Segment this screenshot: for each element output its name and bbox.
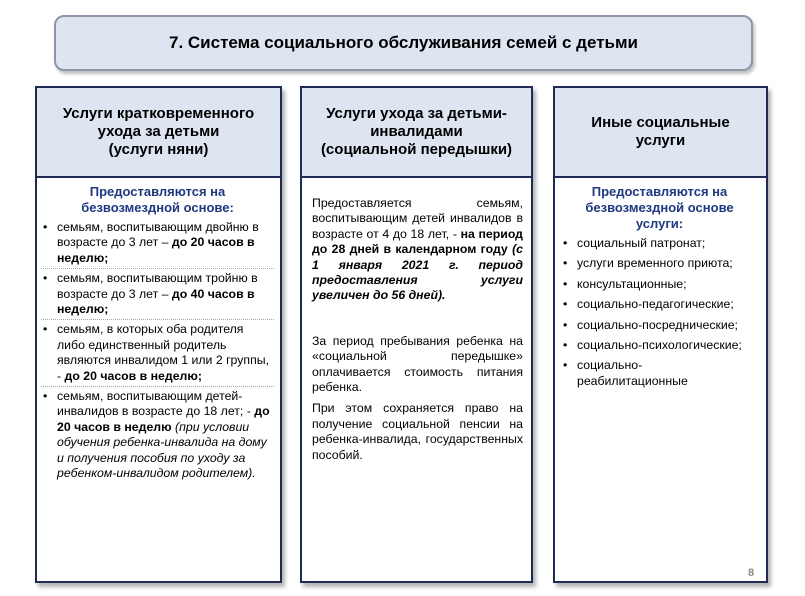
eligibility-list	[41, 220, 274, 484]
header-line: (услуги няни)	[108, 141, 209, 158]
list-item: • семьям, в которых оба родителя либо единственный родитель являются инвалидом 1 или 2 группы, - до 20 часов в неделю;	[41, 322, 274, 387]
header-line: инвалидами	[370, 123, 463, 140]
respite-meals-note: За период пребывания ребенка на «социальной передышке» оплачивается стоимость питания ребенка.	[312, 333, 523, 395]
column-header	[555, 88, 766, 178]
header-line: ухода за детьми	[97, 123, 220, 140]
slide-title-box	[54, 15, 753, 71]
header-line: услуги	[635, 132, 686, 149]
column-other-services	[553, 86, 768, 583]
list-item: • социально-реабилитационные	[561, 358, 657, 389]
list-item: • социально-посреднические;	[561, 318, 758, 333]
column-subheading: Предоставляются на безвозмездной основе:	[81, 184, 234, 215]
respite-description: Предоставляется семьям, воспитывающим детей инвалидов в возрасте от 4 до 18 лет, - на период до 28 дней в календарном году (с 1 января 2021 г. период предоставления услуги увеличен до 56 дней).	[312, 196, 523, 303]
column-nanny-services	[35, 86, 282, 583]
column-respite-care	[300, 86, 533, 583]
header-line: Услуги кратковременного	[62, 105, 255, 122]
other-services-list	[561, 236, 758, 389]
list-item: • семьям, воспитывающим двойню в возрасте до 3 лет – до 20 часов в неделю;	[41, 220, 274, 269]
list-item: • услуги временного приюта;	[561, 256, 758, 271]
respite-pension-note: При этом сохраняется право на получение социальной пенсии на ребенка-инвалида, государственных пособий.	[312, 401, 523, 462]
list-item: • семьям, воспитывающим тройню в возрасте до 3 лет – до 40 часов в неделю;	[41, 271, 274, 320]
header-line: Услуги ухода за детьми-	[326, 105, 507, 122]
list-item: • консультационные;	[561, 277, 758, 292]
header-line: (социальной передышки)	[320, 141, 513, 158]
slide-title: 7. Система социального обслуживания семей с детьми	[168, 33, 639, 52]
list-item: • социально-педагогические;	[561, 297, 758, 312]
column-subheading: Предоставляются на безвозмездной основе услуги:	[585, 184, 734, 231]
list-item: • социально-психологические;	[561, 338, 758, 353]
column-header	[302, 88, 531, 178]
list-item: • социальный патронат;	[561, 236, 758, 251]
column-header	[37, 88, 280, 178]
list-item: • семьям, воспитывающим детей-инвалидов в возрасте до 18 лет; - до 20 часов в неделю (при условии обучения ребенка-инвалида на дому и получения пособия по уходу за ребенком-инвалидом родителем).	[41, 389, 274, 483]
page-number: 8	[748, 567, 755, 579]
header-line: Иные социальные	[591, 114, 730, 131]
